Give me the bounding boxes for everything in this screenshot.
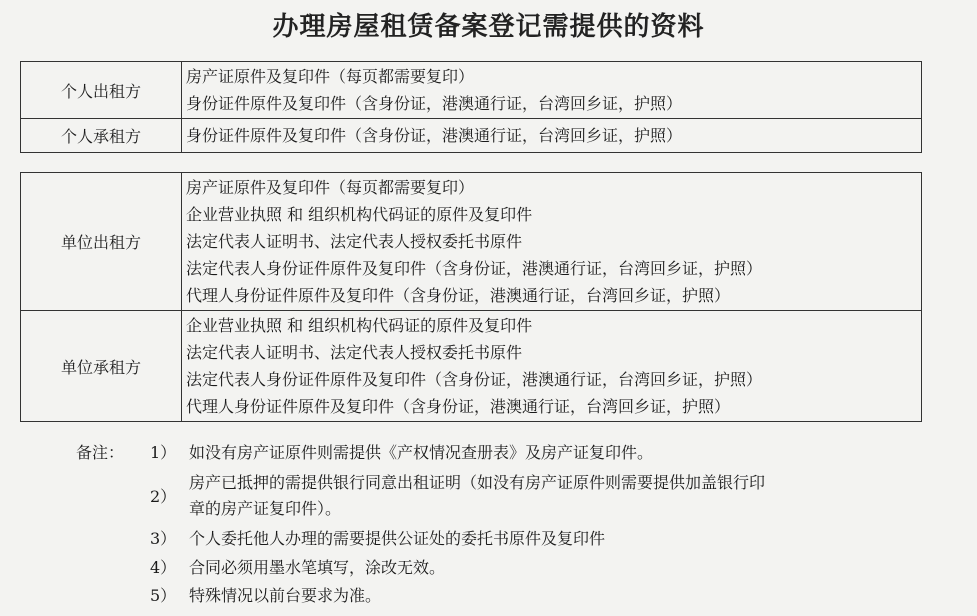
table-row [21,173,922,311]
role-cell: 单位出租方 [21,173,182,311]
list-item: 法定代表人证明书、法定代表人授权委托书原件 [186,343,523,362]
list-item: 代理人身份证件原件及复印件（含身份证，港澳通行证，台湾回乡证，护照） [186,397,731,416]
list-item: 身份证件原件及复印件（含身份证，港澳通行证，台湾回乡证，护照） [186,94,683,113]
role-cell: 单位承租方 [21,311,182,422]
list-item: 法定代表人身份证件原件及复印件（含身份证，港澳通行证，台湾回乡证，护照） [186,259,763,278]
note-text: 特殊情况以前台要求为准。 [189,586,382,605]
list-item: 企业营业执照 和 组织机构代码证的原件及复印件 [186,205,533,224]
items-cell [182,311,922,422]
list-item: 法定代表人证明书、法定代表人授权委托书原件 [186,232,523,251]
list-item: 代理人身份证件原件及复印件（含身份证，港澳通行证，台湾回乡证，护照） [186,286,731,305]
note-number: 4） [150,558,177,577]
list-item: 企业营业执照 和 组织机构代码证的原件及复印件 [186,316,533,335]
list-item: 法定代表人身份证件原件及复印件（含身份证，港澳通行证，台湾回乡证，护照） [186,370,763,389]
list-item: 身份证件原件及复印件（含身份证，港澳通行证，台湾回乡证，护照） [186,126,683,145]
note-number: 1） [150,443,177,462]
note-text: 个人委托他人办理的需要提供公证处的委托书原件及复印件 [189,529,606,548]
role-cell: 个人承租方 [21,119,182,153]
note-text: 章的房产证复印件）。 [189,499,342,518]
note-text: 合同必须用墨水笔填写，涂改无效。 [189,558,446,577]
items-cell [182,173,922,311]
table-row [21,62,922,119]
note-number: 2） [150,487,177,506]
individual-table [20,61,922,153]
note-text: 房产已抵押的需提供银行同意出租证明（如没有房产证原件则需要提供加盖银行印 [189,473,766,492]
organization-table [20,172,922,422]
table-row [21,119,922,153]
page-title: 办理房屋租赁备案登记需提供的资料 [272,12,705,42]
list-item: 房产证原件及复印件（每页都需要复印） [186,67,475,86]
list-item: 房产证原件及复印件（每页都需要复印） [186,178,475,197]
note-number: 5） [150,586,177,605]
items-cell [182,62,922,119]
notes-label: 备注： [76,443,125,462]
note-text: 如没有房产证原件则需提供《产权情况查册表》及房产证复印件。 [189,443,654,462]
note-number: 3） [150,529,177,548]
table-row [21,311,922,422]
items-cell [182,119,922,153]
role-cell: 个人出租方 [21,62,182,119]
